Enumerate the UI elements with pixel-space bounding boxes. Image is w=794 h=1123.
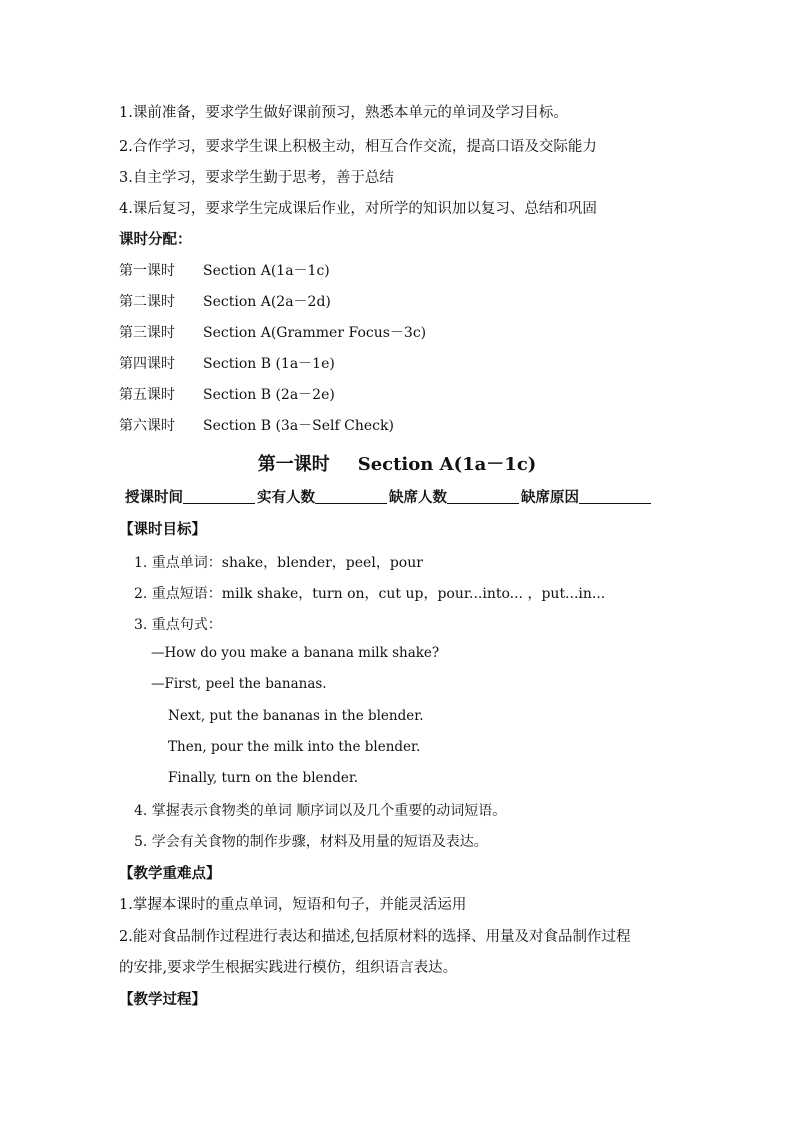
record-label: 缺席原因	[521, 489, 579, 506]
record-label: 实有人数	[257, 489, 315, 506]
class-record-row	[125, 486, 653, 507]
schedule-day: 第六课时	[119, 418, 175, 434]
schedule-day: 第一课时	[119, 263, 175, 279]
lesson-title	[0, 450, 794, 476]
intro-item-4: 4.课后复习，要求学生完成课后作业，对所学的知识加以复习、总结和巩固	[119, 201, 597, 217]
sentence-answer: —First, peel the bananas.	[151, 676, 327, 692]
sentence-question: —How do you make a banana milk shake?	[151, 645, 440, 661]
difficulty-item: 1.掌握本课时的重点单词，短语和句子，并能灵活运用	[119, 897, 467, 913]
schedule-day: 第二课时	[119, 294, 175, 310]
record-blank[interactable]	[447, 489, 519, 504]
objective-item: 2. 重点短语：milk shake，turn on，cut up，pour...into... ，put...in...	[134, 586, 606, 602]
objective-item: 5. 学会有关食物的制作步骤，材料及用量的短语及表达。	[134, 834, 488, 850]
schedule-row	[119, 415, 394, 435]
intro-item-3: 3.自主学习，要求学生勤于思考，善于总结	[119, 170, 394, 186]
schedule-section: Section B (1a－1e)	[203, 356, 335, 372]
schedule-day: 第四课时	[119, 356, 175, 372]
lesson-title-period: 第一课时	[257, 454, 330, 475]
sentence-answer: Then, pour the milk into the blender.	[168, 739, 421, 755]
schedule-section: Section A(2a－2d)	[203, 294, 331, 310]
sentence-answer: Next, put the bananas in the blender.	[168, 708, 424, 724]
difficulty-item: 的安排,要求学生根据实践进行模仿，组织语言表达。	[119, 960, 458, 976]
lesson-title-section: Section A(1a－1c)	[357, 454, 537, 475]
objective-item: 1. 重点单词：shake，blender，peel，pour	[134, 555, 423, 571]
sentence-answer: Finally, turn on the blender.	[168, 770, 359, 786]
process-heading: 【教学过程】	[119, 991, 206, 1008]
objective-item: 3. 重点句式：	[134, 617, 222, 633]
schedule-day: 第三课时	[119, 325, 175, 341]
intro-item-2: 2.合作学习，要求学生课上积极主动，相互合作交流，提高口语及交际能力	[119, 139, 597, 155]
record-label: 授课时间	[125, 489, 183, 506]
schedule-heading: 课时分配：	[119, 231, 192, 248]
schedule-section: Section B (2a－2e)	[203, 387, 335, 403]
schedule-row	[119, 291, 331, 311]
objective-item: 4. 掌握表示食物类的单词 顺序词以及几个重要的动词短语。	[134, 803, 507, 819]
record-blank[interactable]	[183, 489, 255, 504]
record-blank[interactable]	[579, 489, 651, 504]
schedule-row	[119, 322, 426, 342]
record-label: 缺席人数	[389, 489, 447, 506]
schedule-section: Section B (3a－Self Check)	[203, 418, 394, 434]
objectives-heading: 【课时目标】	[119, 521, 206, 538]
difficulty-heading: 【教学重难点】	[119, 865, 221, 882]
schedule-day: 第五课时	[119, 387, 175, 403]
schedule-row	[119, 260, 330, 280]
difficulty-item: 2.能对食品制作过程进行表达和描述,包括原材料的选择、用量及对食品制作过程	[119, 929, 631, 945]
schedule-section: Section A(Grammer Focus－3c)	[203, 325, 427, 341]
schedule-row	[119, 384, 335, 404]
intro-item-1: 1.课前准备，要求学生做好课前预习，熟悉本单元的单词及学习目标。	[119, 105, 568, 121]
schedule-section: Section A(1a－1c)	[203, 263, 330, 279]
record-blank[interactable]	[315, 489, 387, 504]
schedule-row	[119, 353, 335, 373]
